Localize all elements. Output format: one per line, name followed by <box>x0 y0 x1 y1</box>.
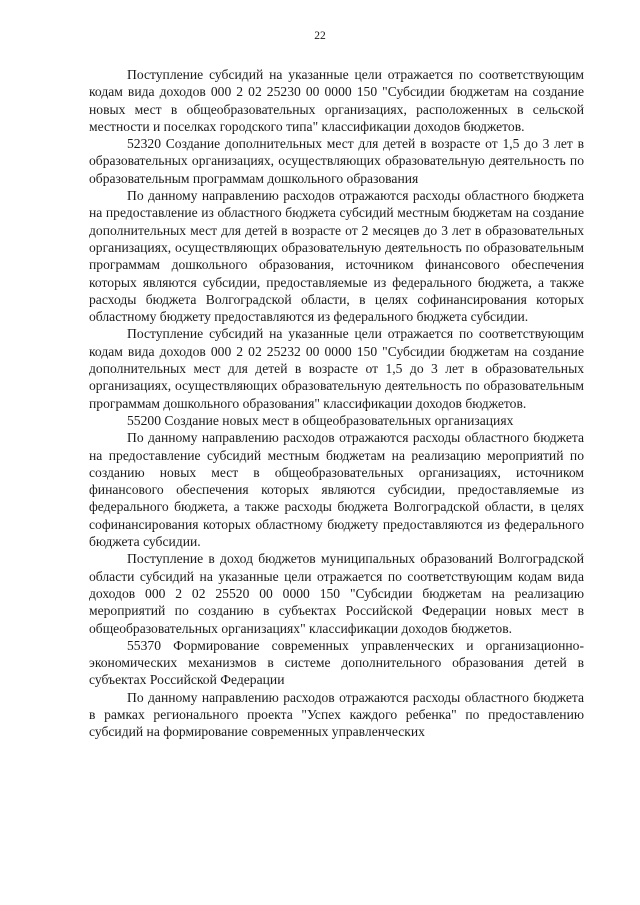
document-body <box>89 66 584 741</box>
paragraph-55370-description: По данному направлению расходов отражаются расходы областного бюджета в рамках регионального проекта "Успех каждого ребенка" по предоставлению субсидий на формирование современных управленческих <box>89 689 584 740</box>
page-number: 22 <box>314 30 326 42</box>
paragraph-52320-description: По данному направлению расходов отражаются расходы областного бюджета на предоставление из областного бюджета субсидий местным бюджетам на создание дополнительных мест для детей в возрасте от 2 месяцев до 3 лет в образовательных организациях, осуществляющих образовательную деятельность по образовательным программам дошкольного образования, источником финансового обеспечения которых являются субсидии, предоставляемые из федерального бюджета, а также расходы бюджета Волгоградской области, в целях софинансирования которых областному бюджету предоставляются из федерального бюджета субсидии. <box>89 188 584 325</box>
paragraph-subsidy-receipt-25232: Поступление субсидий на указанные цели отражается по соответствующим кодам вида доходов 000 2 02 25232 00 0000 150 "Субсидии бюджетам на создание дополнительных мест для детей в возрасте от 1,5 до 3 лет в образовательных организациях, осуществляющих образовательную деятельность по образовательным программам дошкольного образования" классификации доходов бюджетов. <box>89 326 584 411</box>
paragraph-subsidy-receipt-25520: Поступление в доход бюджетов муниципальных образований Волгоградской области субсидий на указанные цели отражается по соответствующим кодам вида доходов 000 2 02 25520 00 0000 150 "Субсидии бюджетам на реализацию мероприятий по созданию в субъектах Российской Федерации новых мест в общеобразовательных организациях" классификации доходов бюджетов. <box>89 551 584 636</box>
paragraph-55200-description: По данному направлению расходов отражаются расходы областного бюджета на предоставление субсидий местным бюджетам на реализацию мероприятий по созданию новых мест в общеобразовательных организациях, источником финансового обеспечения которых являются субсидии, предоставляемые из федерального бюджета, а также расходы бюджета Волгоградской области, в целях софинансирования которых областному бюджету предоставляются из федерального бюджета субсидии. <box>89 430 584 550</box>
paragraph-subsidy-receipt-25230: Поступление субсидий на указанные цели отражается по соответствующим кодам вида доходов 000 2 02 25230 00 0000 150 "Субсидии бюджетам на создание новых мест в общеобразовательных организациях, расположенных в сельской местности и поселках городского типа" классификации доходов бюджетов. <box>89 67 584 134</box>
heading-52320: 52320 Создание дополнительных мест для детей в возрасте от 1,5 до 3 лет в образовательных организациях, осуществляющих образовательную деятельность по образовательным программам дошкольного образования <box>89 136 584 186</box>
heading-55370: 55370 Формирование современных управленческих и организационно-экономических механизмов в системе дополнительного образования детей в субъектах Российской Федерации <box>89 637 584 688</box>
heading-55200: 55200 Создание новых мест в общеобразовательных организациях <box>127 412 514 428</box>
